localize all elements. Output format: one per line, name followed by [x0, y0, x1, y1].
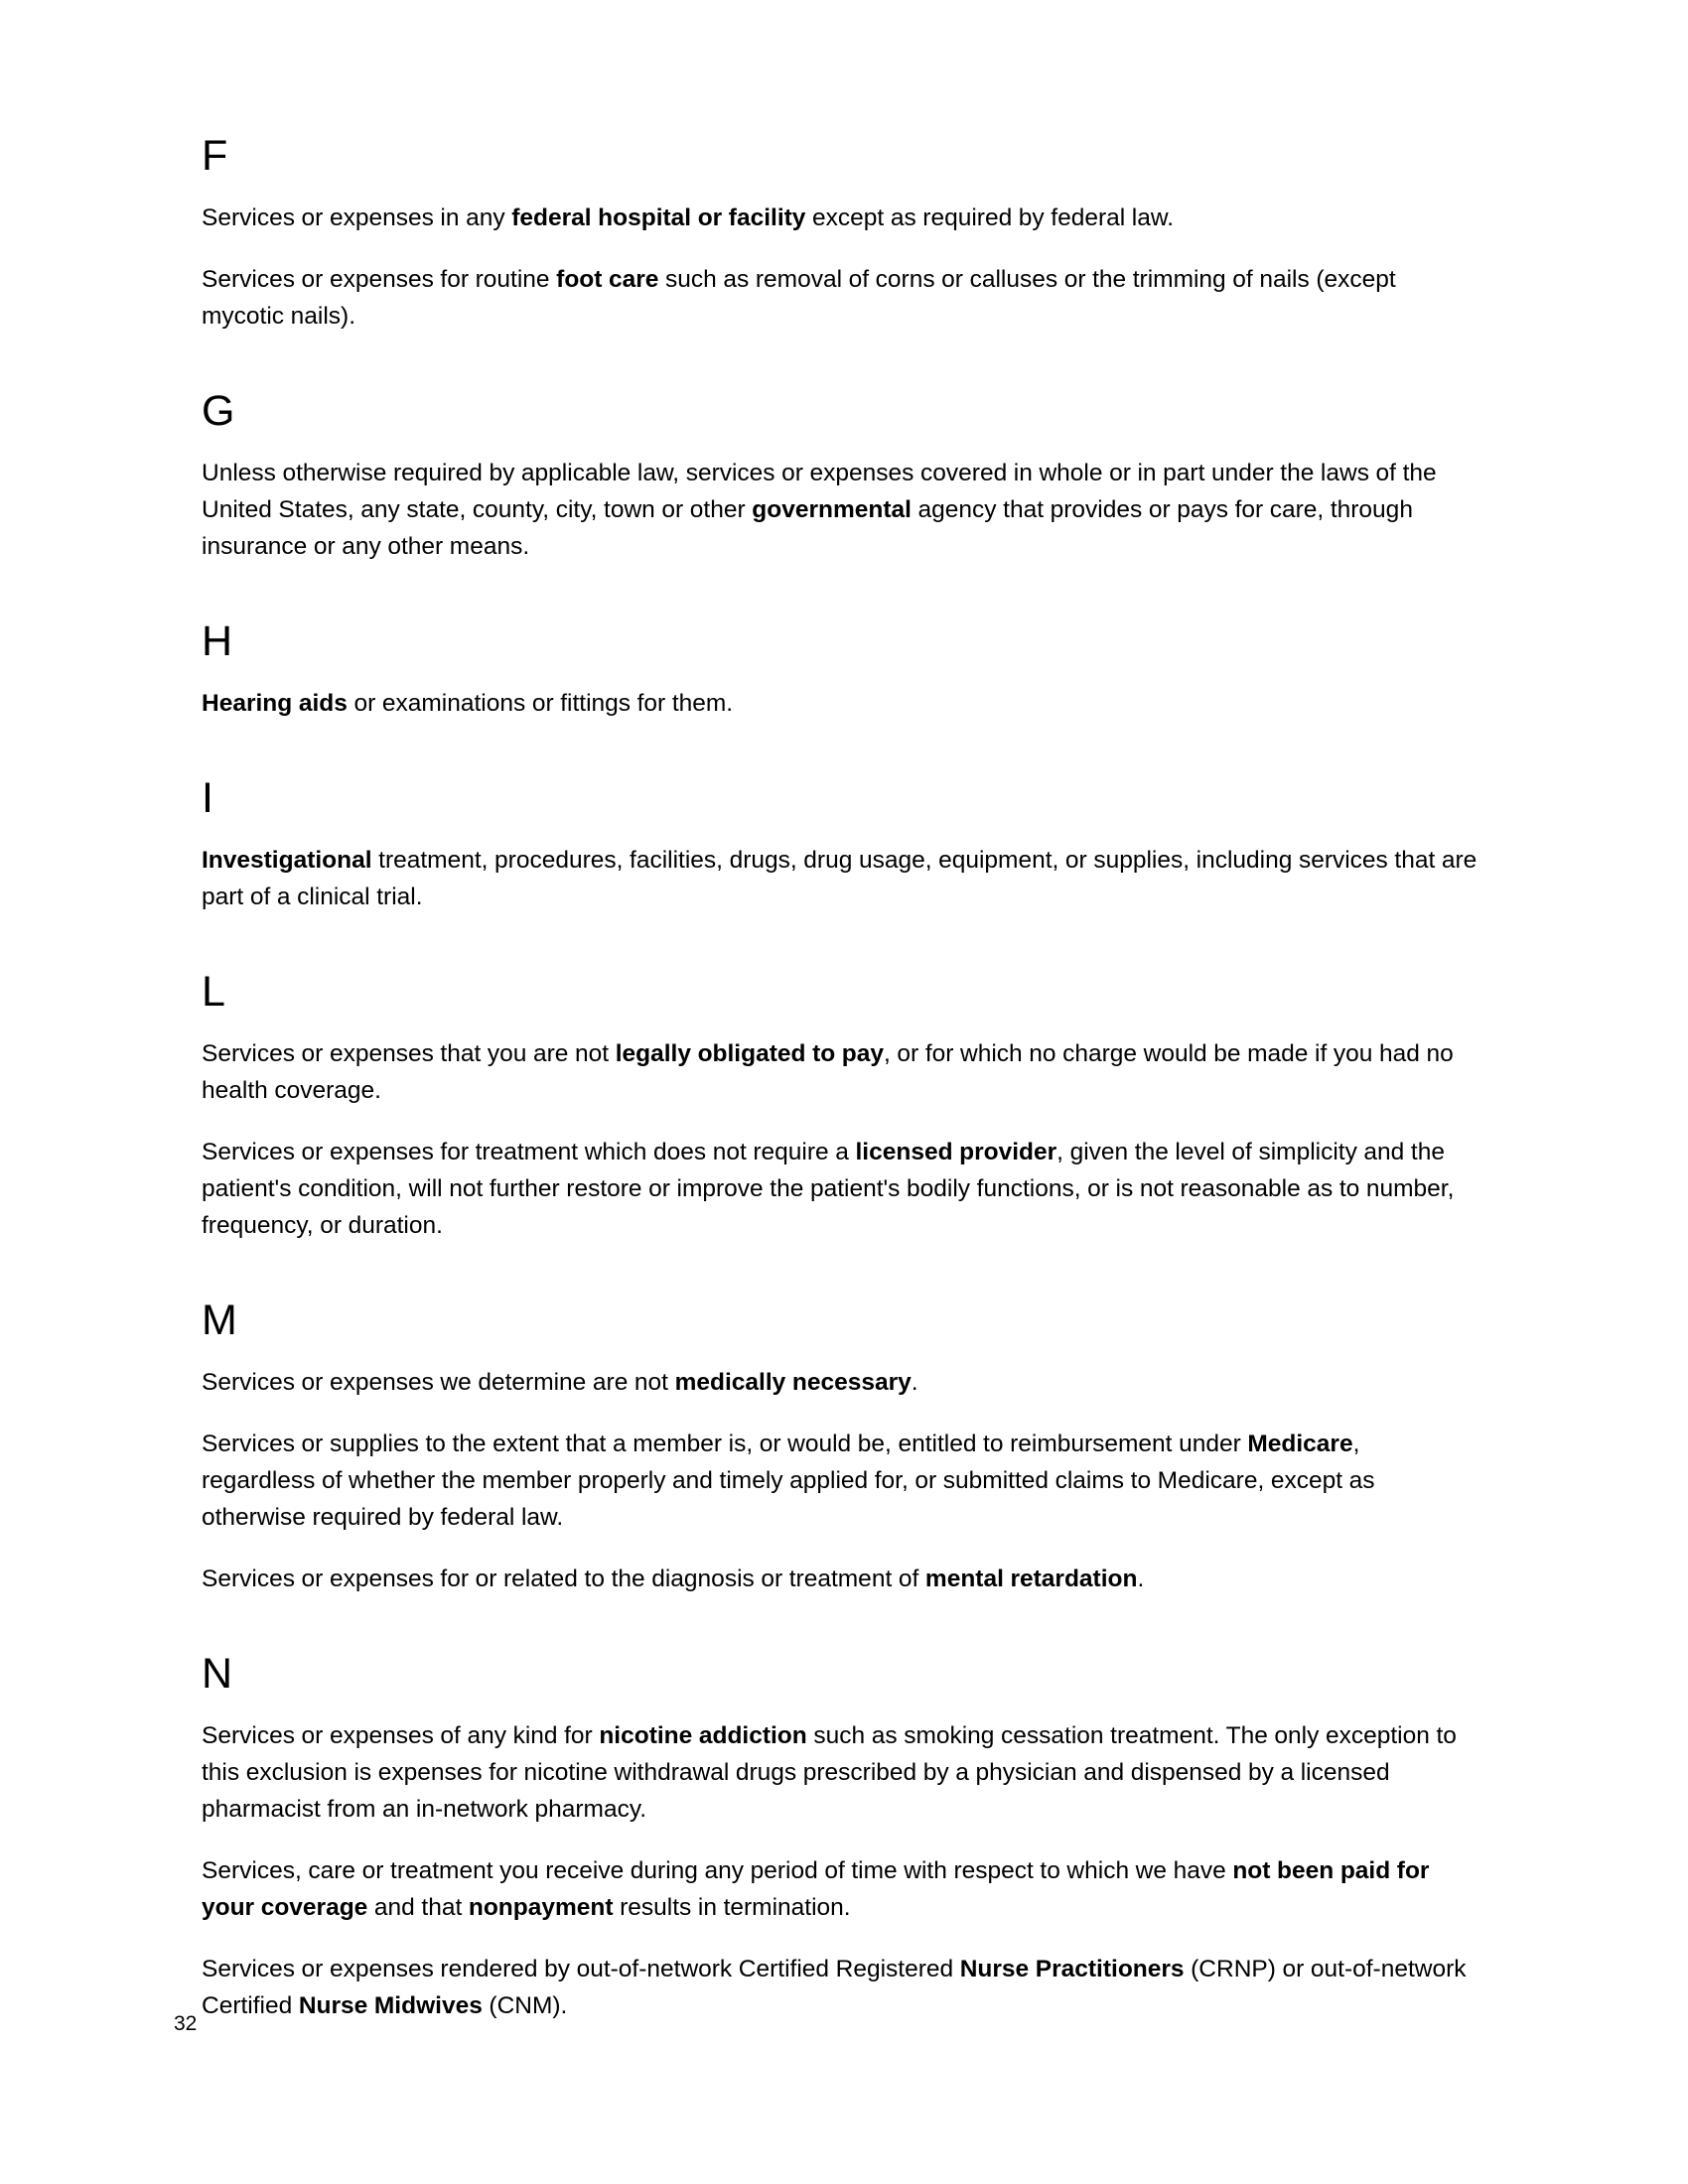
letter-heading: G: [202, 387, 235, 435]
letter-heading: M: [202, 1297, 237, 1344]
body-text: except as required by federal law.: [805, 205, 1175, 231]
body-text: Services or expenses for routine: [202, 266, 557, 293]
body-text: .: [1137, 1566, 1145, 1592]
exclusion-paragraph: [202, 842, 1477, 915]
exclusion-paragraph: [202, 685, 1477, 722]
body-text: Unless otherwise required by applicable law, services or expenses covered in whole or in part under the laws of the United States, any state, county, city, town or other: [202, 460, 1437, 523]
emphasis-term: Medicare: [1247, 1431, 1353, 1457]
body-text: .: [911, 1369, 918, 1396]
letter-heading: N: [202, 1650, 233, 1698]
body-text: Services, care or treatment you receive during any period of time with respect to which we have: [202, 1857, 1233, 1884]
emphasis-term: Hearing aids: [202, 690, 348, 717]
body-text: Services or supplies to the extent that a member is, or would be, entitled to reimbursement under: [202, 1431, 1248, 1457]
body-text: Services or expenses of any kind for: [202, 1722, 600, 1749]
letter-section-m: [202, 1299, 1477, 1597]
body-text: treatment, procedures, facilities, drugs, drug usage, equipment, or supplies, including services that are part of a clinical trial.: [202, 847, 1477, 910]
body-text: , regardless of whether the member properly and timely applied for, or submitted claims to Medicare, except as otherwise required by federal law.: [202, 1431, 1375, 1531]
exclusion-paragraph: [202, 261, 1477, 335]
letter-section-g: [202, 387, 1477, 565]
body-text: (CNM).: [482, 1992, 568, 2019]
letter-heading: I: [202, 774, 213, 822]
exclusion-paragraph: [202, 1951, 1477, 2024]
body-text: Services or expenses that you are not: [202, 1040, 616, 1067]
emphasis-term: nonpayment: [468, 1894, 614, 1921]
body-text: Services or expenses for or related to the diagnosis or treatment of: [202, 1566, 925, 1592]
emphasis-term: medically necessary: [674, 1369, 912, 1396]
emphasis-term: licensed provider: [855, 1139, 1057, 1165]
emphasis-term: not been paid for your coverage: [202, 1857, 1430, 1921]
exclusion-paragraph: [202, 1364, 1477, 1401]
emphasis-term: Nurse Practitioners: [959, 1956, 1185, 1982]
letter-heading: L: [202, 968, 225, 1016]
exclusion-paragraph: [202, 1561, 1477, 1597]
exclusion-paragraph: [202, 1134, 1477, 1244]
letter-heading: F: [202, 132, 228, 180]
emphasis-term: foot care: [556, 266, 659, 293]
page-number: 32: [174, 2012, 198, 2035]
letter-section-i: [202, 774, 1477, 915]
body-text: Services or expenses in any: [202, 205, 512, 231]
exclusion-paragraph: [202, 455, 1477, 565]
body-text: agency that provides or pays for care, through insurance or any other means.: [202, 496, 1413, 560]
exclusion-paragraph: [202, 1035, 1477, 1109]
body-text: , or for which no charge would be made if you had no health coverage.: [202, 1040, 1454, 1104]
letter-section-f: [202, 132, 1477, 335]
emphasis-term: mental retardation: [924, 1566, 1138, 1592]
letter-heading: H: [202, 617, 233, 665]
body-text: such as smoking cessation treatment. The only exception to this exclusion is expenses for nicotine withdrawal drugs prescribed by a physician and dispensed by a licensed pharmacist from an in-network pharmacy.: [202, 1722, 1457, 1823]
exclusion-paragraph: [202, 200, 1477, 236]
body-text: Services or expenses rendered by out-of-network Certified Registered: [202, 1956, 960, 1982]
exclusion-paragraph: [202, 1717, 1477, 1828]
body-text: Services or expenses we determine are not: [202, 1369, 675, 1396]
exclusion-paragraph: [202, 1852, 1477, 1926]
letter-section-l: [202, 968, 1477, 1244]
document-body: [202, 132, 1477, 2024]
body-text: and that: [367, 1894, 469, 1921]
emphasis-term: nicotine addiction: [599, 1722, 807, 1749]
emphasis-term: legally obligated to pay: [615, 1040, 885, 1067]
body-text: results in termination.: [613, 1894, 851, 1921]
body-text: such as removal of corns or calluses or the trimming of nails (except mycotic nails).: [202, 266, 1396, 330]
emphasis-term: Nurse Midwives: [298, 1992, 483, 2019]
exclusion-paragraph: [202, 1426, 1477, 1536]
body-text: , given the level of simplicity and the patient's condition, will not further restore or improve the patient's bodily functions, or is not reasonable as to number, frequency, or duration.: [202, 1139, 1455, 1239]
body-text: Services or expenses for treatment which does not require a: [202, 1139, 856, 1165]
emphasis-term: federal hospital or facility: [511, 205, 806, 231]
body-text: (CRNP) or out-of-network Certified: [202, 1956, 1467, 2019]
body-text: or examinations or fittings for them.: [347, 690, 734, 717]
letter-section-h: [202, 617, 1477, 722]
emphasis-term: Investigational: [202, 847, 372, 874]
letter-section-n: [202, 1650, 1477, 2024]
emphasis-term: governmental: [752, 496, 912, 523]
